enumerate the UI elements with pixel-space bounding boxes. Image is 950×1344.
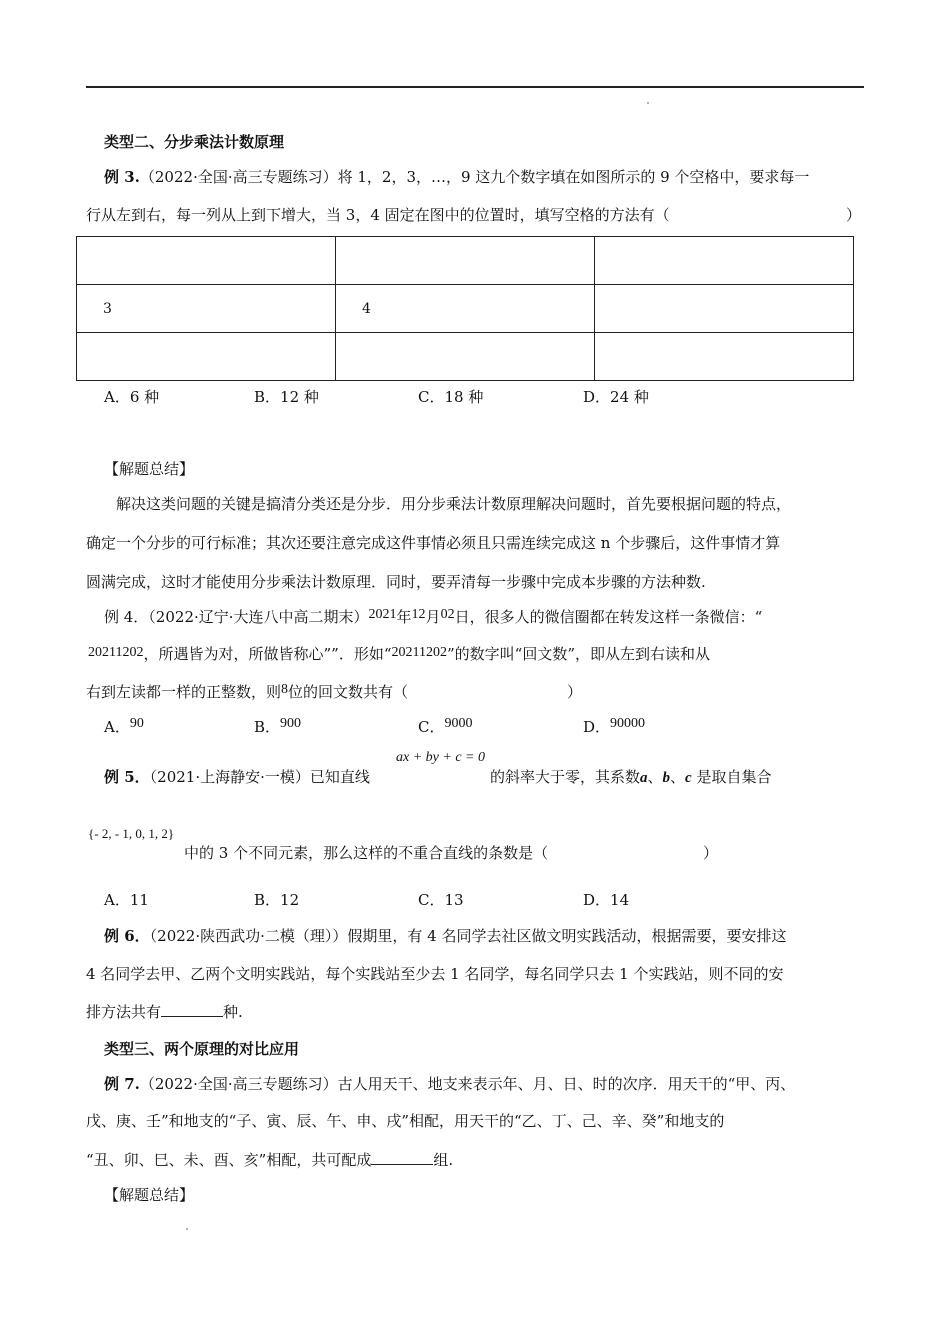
option-value: 9000: [444, 716, 473, 731]
example-5-text2: 的斜率大于零，其系数: [490, 768, 641, 786]
summary-line1: 解决这类问题的关键是搞清分类还是分步．用分步乘法计数原理解决问题时，首先要根据问题的特点，: [116, 495, 792, 513]
example-6-line3: [86, 1001, 243, 1022]
grid-cell: 3: [77, 285, 336, 333]
example-4-text3b: 位的回文数共有（: [288, 683, 409, 701]
example-4-line2: [88, 643, 710, 664]
grid-cell: [336, 237, 595, 285]
example-3-option-a: A．6 种: [104, 388, 160, 406]
example-7-label: 例 7.: [104, 1075, 140, 1093]
example-3-text1: （2022·全国·高三专题练习）将 1，2，3，…，9 这九个数字填在如图所示的 9 个空格中，要求每一: [139, 168, 810, 186]
example-6-label: 例 6．: [104, 927, 150, 945]
example-5-option-b: B．12: [254, 891, 300, 909]
example-4-option-a: [104, 716, 144, 737]
example-6-text3a: 排方法共有: [86, 1003, 162, 1021]
summary-line3: 圆满完成，这时才能使用分步乘法计数原理．同时，要弄清每一步骤中完成本步骤的方法种数.: [86, 573, 706, 591]
example-5-paren-close: ）: [703, 844, 719, 862]
example-4-label: 例 4．（2022·辽宁·大连八中高二期末）: [104, 608, 369, 626]
example-3-line2: [86, 204, 670, 225]
example-4-text1: 日，很多人的微信圈都在转发这样一条微信：“: [454, 608, 763, 626]
grid-cell: 4: [336, 285, 595, 333]
summary-line2: 确定一个分步的可行标准；其次还要注意完成这件事情必须且只需连续完成这 n 个步骤后，这件事情才算: [86, 534, 781, 552]
example-4-day: 02: [440, 607, 455, 622]
example-4-month: 12: [411, 607, 426, 622]
grid-row: [77, 237, 854, 285]
example-4-number1: 20211202: [88, 645, 144, 660]
example-3-label: 例 3.: [104, 168, 140, 186]
grid-cell: [595, 237, 854, 285]
option-value: 90: [129, 716, 144, 731]
example-6-line1: [104, 925, 786, 946]
example-3-paren-close: ）: [846, 206, 862, 224]
grid-cell: [595, 333, 854, 381]
speck: [647, 102, 649, 104]
coef-a: a: [640, 770, 648, 786]
example-3-text2: 行从左到右，每一列从上到下增大，当 3，4 固定在图中的位置时，填写空格的方法有（: [86, 206, 670, 224]
example-5-line1a: [104, 766, 370, 787]
option-letter: B．: [254, 718, 281, 736]
example-4-option-d: [583, 716, 645, 737]
separator: 、: [670, 768, 686, 786]
example-4-option-b: [254, 716, 301, 737]
example-5-label: 例 5．: [104, 768, 150, 786]
header-rule: [86, 86, 864, 88]
example-4-option-c: [418, 716, 472, 737]
example-6-text3b: 种.: [223, 1003, 243, 1021]
option-value: 900: [280, 716, 302, 731]
option-letter: A．: [104, 718, 130, 736]
example-6-text1: （2022·陕西武功·二模（理））假期里，有 4 名同学去社区做文明实践活动，根据需要，要安排这: [149, 927, 787, 945]
grid-row: [77, 333, 854, 381]
example-5-set: {- 2, - 1, 0, 1, 2}: [88, 826, 175, 841]
example-4-text2a: ，所遇皆为对，所做皆称心””．形如“: [143, 645, 392, 663]
option-letter: C．: [418, 718, 445, 736]
answer-blank[interactable]: [161, 1002, 223, 1017]
answer-blank[interactable]: [371, 1150, 433, 1165]
example-5-text3: 是取自集合: [691, 768, 772, 786]
example-3-line1: [104, 166, 809, 187]
example-3-option-b: B．12 种: [254, 388, 319, 406]
example-5-line1b: [490, 766, 772, 787]
number-grid: [76, 236, 854, 381]
example-4-paren-close: ）: [567, 683, 583, 701]
option-letter: D．: [583, 718, 611, 736]
example-7-text1: （2022·全国·高三专题练习）古人用天干、地支来表示年、月、日、时的次序．用天干的“甲、丙、: [139, 1075, 796, 1093]
section-heading-type2: 类型二、分步乘法计数原理: [104, 133, 285, 151]
example-6-line2: 4 名同学去甲、乙两个文明实践站，每个实践站至少去 1 名同学，每名同学只去 1 个实践站，则不同的安: [86, 965, 784, 983]
speck: [186, 1228, 188, 1230]
example-5-line2: 中的 3 个不同元素，那么这样的不重合直线的条数是（: [184, 844, 549, 862]
grid-cell: [595, 285, 854, 333]
example-4-line1: [104, 606, 762, 627]
example-4-yue: 月: [425, 608, 441, 626]
grid-row: [77, 285, 854, 333]
example-7-line1: [104, 1073, 795, 1094]
grid-cell: [77, 237, 336, 285]
example-7-line2: 戊、庚、壬”和地支的“子、寅、辰、午、申、戌”相配，用天干的“乙、丁、己、辛、癸”和地支的: [86, 1112, 725, 1130]
grid-cell: [77, 333, 336, 381]
example-5-option-d: D．14: [583, 891, 630, 909]
example-3-option-d: D．24 种: [583, 388, 649, 406]
separator: 、: [647, 768, 663, 786]
example-5-text1: （2021·上海静安·一模）已知直线: [149, 768, 370, 786]
example-3-option-c: C．18 种: [418, 388, 484, 406]
example-4-text2b: ”的数字叫“回文数”，即从左到右读和从: [446, 645, 710, 663]
example-4-digits: 8: [281, 682, 289, 697]
coef-c: c: [685, 770, 692, 786]
example-5-option-c: C．13: [418, 891, 464, 909]
option-value: 90000: [610, 716, 646, 731]
summary-heading-2: 【解题总结】: [104, 1186, 195, 1204]
example-7-text3b: 组.: [433, 1151, 454, 1169]
example-7-text3a: “丑、卯、巳、未、酉、亥”相配，共可配成: [86, 1151, 372, 1169]
example-4-line3: [86, 681, 408, 702]
coef-b: b: [662, 770, 671, 786]
section-heading-type3: 类型三、两个原理的对比应用: [104, 1040, 300, 1058]
grid-cell: [336, 333, 595, 381]
example-4-text3a: 右到左读都一样的正整数，则: [86, 683, 282, 701]
summary-heading: 【解题总结】: [104, 460, 195, 478]
example-5-equation: ax + by + c = 0: [396, 750, 485, 765]
example-4-nian: 年: [396, 608, 412, 626]
example-4-year: 2021: [368, 607, 397, 622]
example-5-option-a: A．11: [104, 891, 149, 909]
example-4-number2: 20211202: [391, 645, 447, 660]
example-7-line3: [86, 1149, 453, 1170]
